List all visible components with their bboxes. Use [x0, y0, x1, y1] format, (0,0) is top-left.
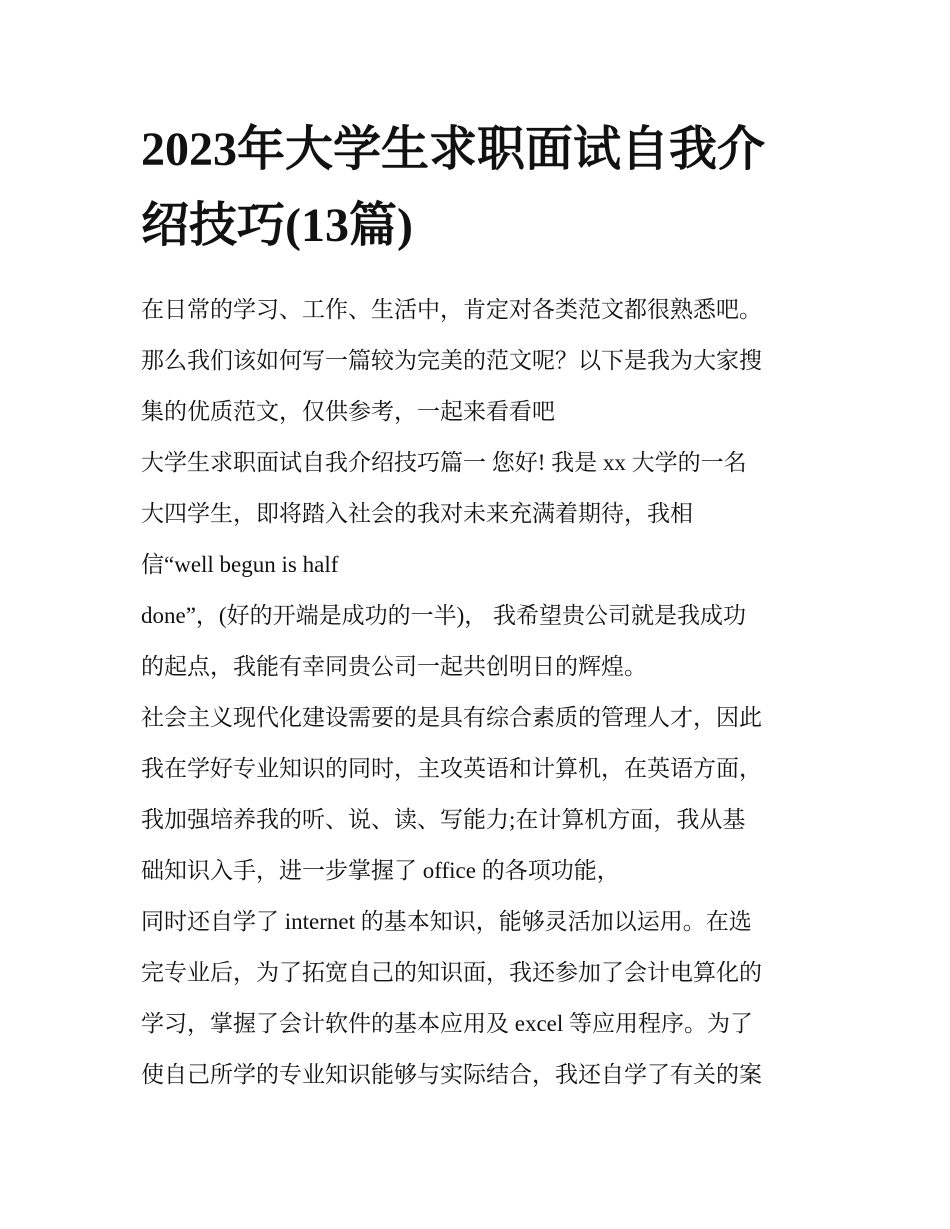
body-line: 完专业后，为了拓宽自己的知识面，我还参加了会计电算化的: [141, 960, 762, 985]
document-page: [141, 112, 821, 1100]
body-line: 学习，掌握了会计软件的基本应用及 excel 等应用程序。为了: [141, 1011, 754, 1036]
body-line: 在日常的学习、工作、生活中，肯定对各类范文都很熟悉吧。: [141, 297, 762, 322]
body-line: 我加强培养我的听、说、读、写能力;在计算机方面，我从基: [141, 807, 746, 832]
document-title: [141, 112, 821, 264]
body-line: 集的优质范文，仅供参考，一起来看看吧: [141, 399, 555, 424]
title-line-2: 绍技巧(13篇): [141, 199, 413, 252]
document-body: [141, 284, 821, 1100]
body-line: 社会主义现代化建设需要的是具有综合素质的管理人才，因此: [141, 705, 762, 730]
body-line: 同时还自学了 internet 的基本知识，能够灵活加以运用。在选: [141, 909, 752, 934]
body-line: done”，(好的开端是成功的一半)， 我希望贵公司就是我成功: [141, 603, 746, 628]
body-line: 的起点，我能有幸同贵公司一起共创明日的辉煌。: [141, 654, 647, 679]
body-line: 大学生求职面试自我介绍技巧篇一 您好! 我是 xx 大学的一名: [141, 450, 747, 475]
body-line: 信“well begun is half: [141, 552, 339, 577]
body-line: 我在学好专业知识的同时，主攻英语和计算机，在英语方面，: [141, 756, 762, 781]
body-line: 大四学生，即将踏入社会的我对未来充满着期待，我相: [141, 501, 693, 526]
body-line: 那么我们该如何写一篇较为完美的范文呢？以下是我为大家搜: [141, 348, 762, 373]
body-line: 使自己所学的专业知识能够与实际结合，我还自学了有关的案: [141, 1062, 762, 1087]
body-line: 础知识入手，进一步掌握了 office 的各项功能，: [141, 858, 620, 883]
title-line-1: 2023年大学生求职面试自我介: [141, 123, 766, 176]
